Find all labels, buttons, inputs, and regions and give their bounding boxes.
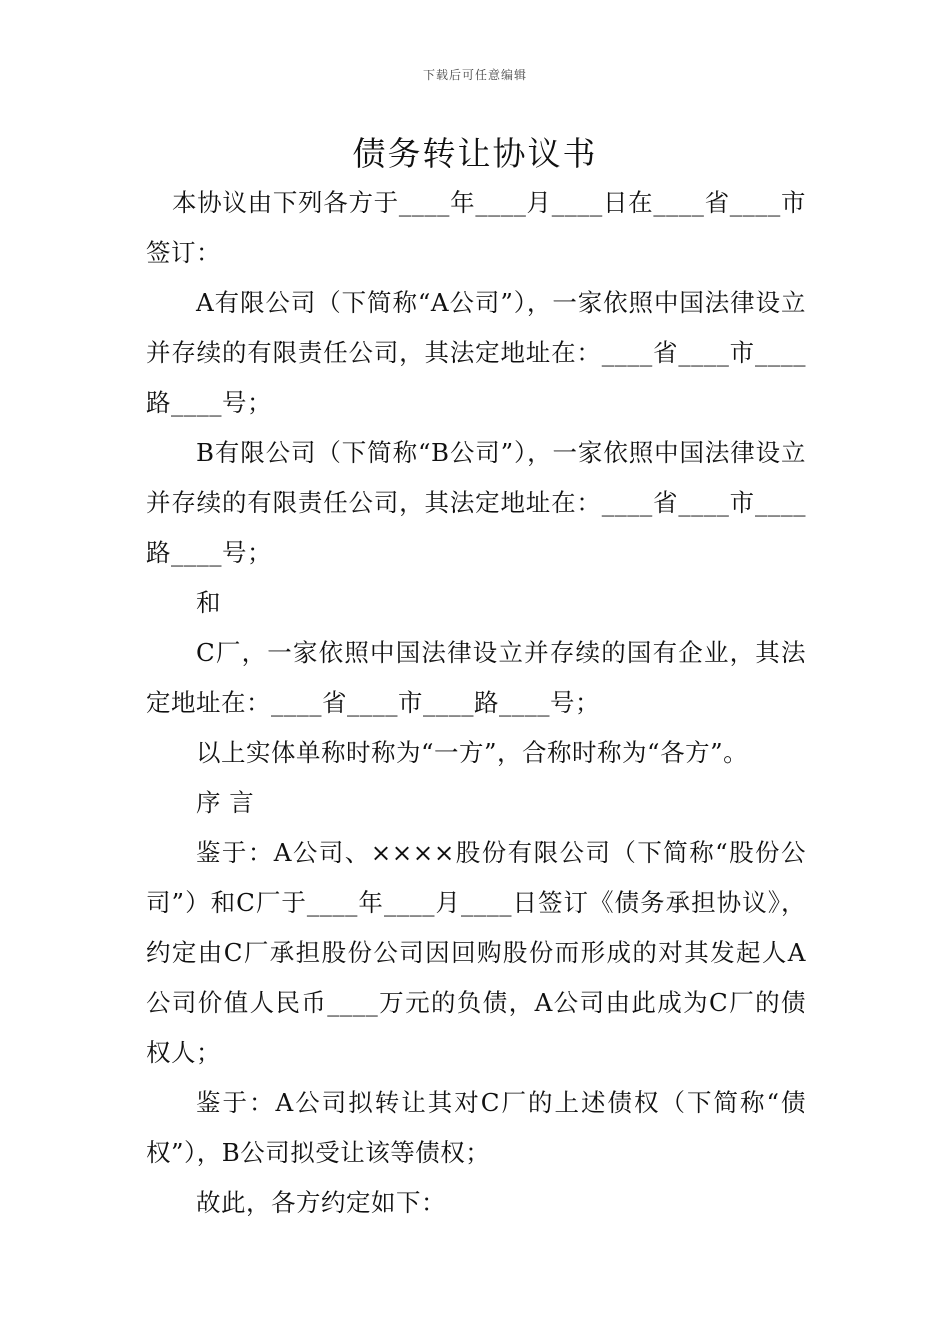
- paragraph-party-b: B有限公司（下简称“B公司”），一家依照中国法律设立并存续的有限责任公司，其法定地址在：____省____市____路____号；: [146, 438, 806, 567]
- preamble-heading: 序 言: [196, 788, 255, 817]
- paragraph-whereas-2: 鉴于：A公司拟转让其对C厂的上述债权（下简称“债权”），B公司拟受让该等债权；: [146, 1088, 806, 1167]
- paragraph-signing-info: 本协议由下列各方于____年____月____日在____省____市签订：: [146, 188, 806, 267]
- paragraph-party-a: A有限公司（下简称“A公司”），一家依照中国法律设立并存续的有限责任公司，其法定地址在：____省____市____路____号；: [146, 288, 806, 417]
- document-body: [146, 178, 806, 1228]
- paragraph-party-c: C厂，一家依照中国法律设立并存续的国有企业，其法定地址在：____省____市____路____号；: [146, 638, 806, 717]
- paragraph-therefore: 故此，各方约定如下：: [196, 1188, 446, 1217]
- paragraph-whereas-1: 鉴于：A公司、××××股份有限公司（下简称“股份公司”）和C厂于____年____月____日签订《债务承担协议》，约定由C厂承担股份公司因回购股份而形成的对其发起人A公司价值人民币____万元的负债，A公司由此成为C厂的债权人；: [146, 838, 806, 1067]
- paragraph-definitions: 以上实体单称时称为“一方”，合称时称为“各方”。: [196, 738, 749, 767]
- paragraph-and: 和: [196, 588, 221, 617]
- header-note: 下载后可任意编辑: [422, 68, 527, 82]
- document-title: 债务转让协议书: [352, 134, 598, 173]
